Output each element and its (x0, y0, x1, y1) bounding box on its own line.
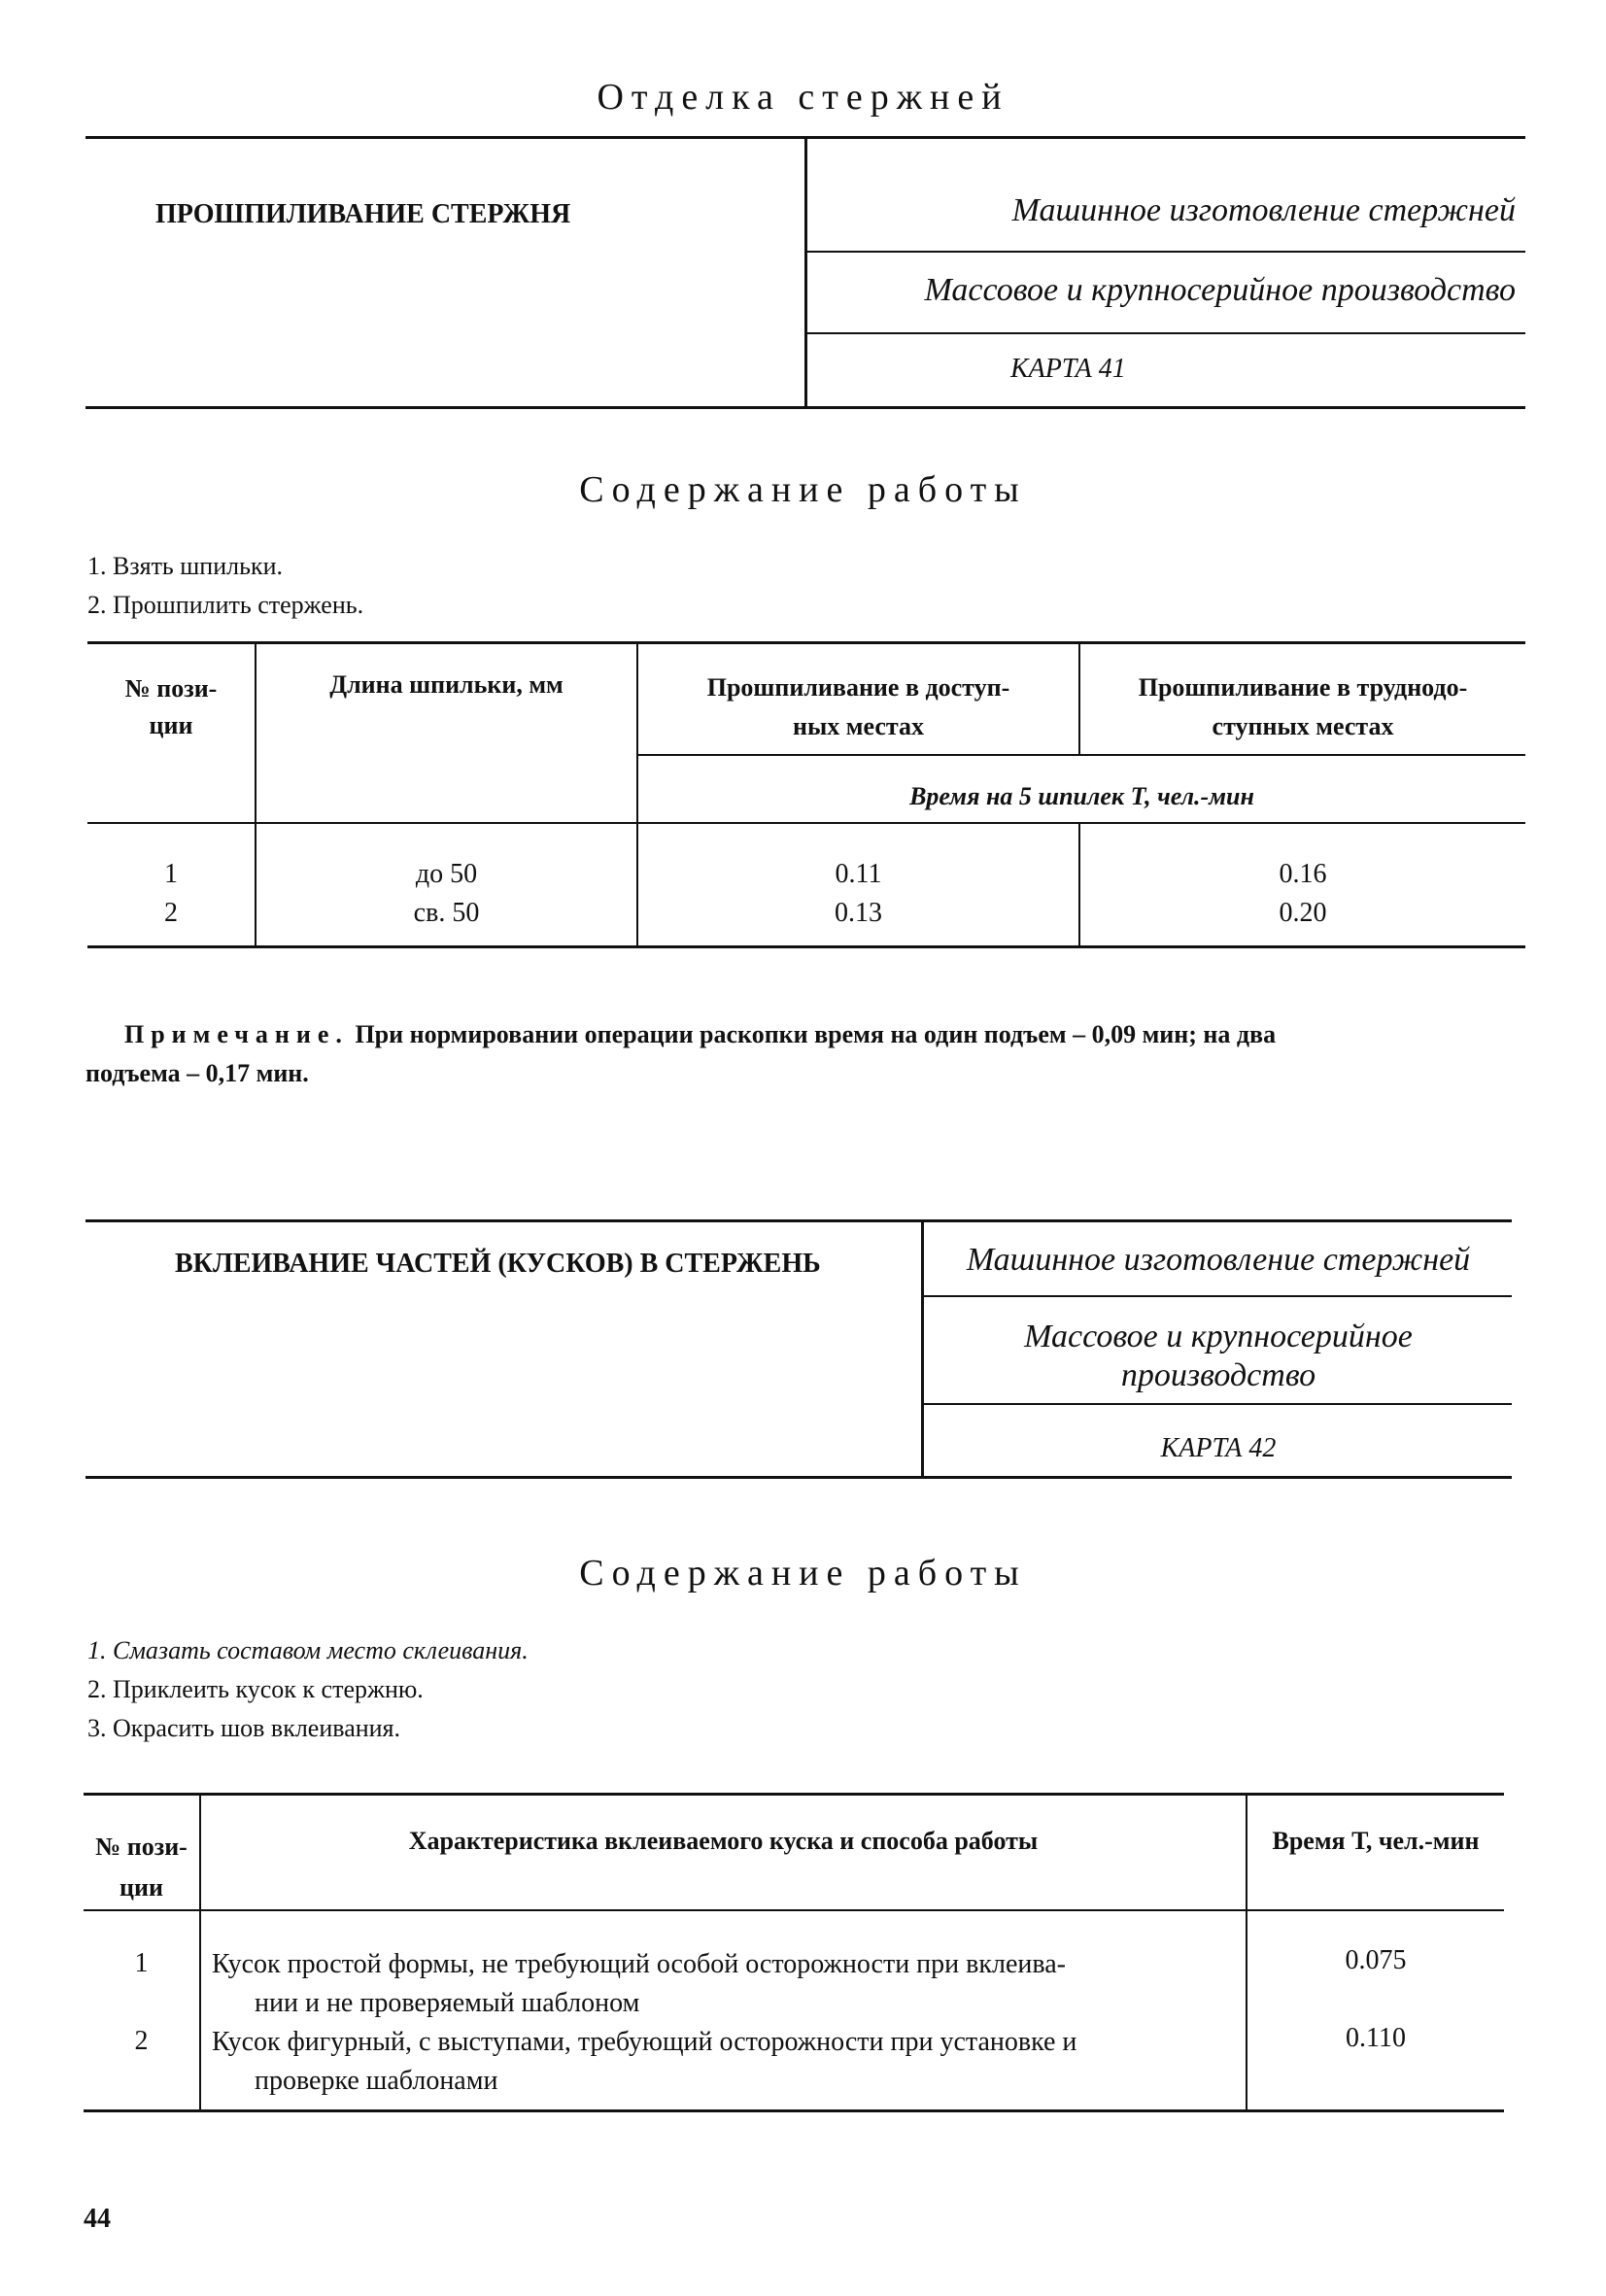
table1-header-accessible-1: Прошпиливание в доступ- (706, 673, 1010, 702)
card42-production-2: производство (1120, 1357, 1316, 1393)
table1-row2-len: св. 50 (413, 898, 480, 928)
table2-row1-desc-1: Кусок простой формы, не требующий особой осторожности при вклеива- (212, 1949, 1066, 1979)
table2-row1-pos: 1 (134, 1948, 149, 1978)
card42-title: ВКЛЕИВАНИЕ ЧАСТЕЙ (КУСКОВ) В СТЕРЖЕНЬ (175, 1249, 821, 1279)
card41-title: ПРОШПИЛИВАНИЕ СТЕРЖНЯ (155, 199, 571, 229)
table1-row2-acc: 0.13 (835, 898, 882, 928)
card42-type: Машинное изготовление стержней (966, 1242, 1471, 1278)
card41-card-number: КАРТА 41 (1010, 354, 1126, 384)
table1-row1-acc: 0.11 (835, 859, 882, 889)
note (124, 1020, 1523, 1049)
table1-header-pos-1: № пози- (124, 674, 218, 703)
table1-header-length: Длина шпильки, мм (329, 670, 564, 699)
table2-row1-desc (212, 1945, 1066, 2023)
table1-header-hard-1: Прошпиливание в труднодо- (1138, 673, 1468, 702)
table1-bottom-rule (87, 945, 1525, 948)
page-number: 44 (84, 2204, 111, 2234)
table2-row2-desc-2: проверке шаблонами (255, 2066, 498, 2096)
table1-top-rule (87, 641, 1525, 644)
card41-divider (804, 139, 807, 409)
section-title (0, 76, 1606, 119)
table2-row1-desc-2: нии и не проверяемый шаблоном (255, 1988, 640, 2018)
section-title-text: Отделка стержней (597, 77, 1009, 118)
table2-bottom-rule (84, 2109, 1504, 2112)
content2-step-3: 3. Окрасить шов вклеивания. (87, 1714, 401, 1742)
card42-top-rule (85, 1219, 1512, 1222)
card42-bottom-rule (85, 1476, 1512, 1479)
table1-row2-hard: 0.20 (1279, 898, 1327, 928)
table1-header-pos (87, 670, 255, 744)
content2-step-1: 1. Смазать составом место склеивания. (87, 1636, 529, 1664)
table2-row1-time: 0.075 (1345, 1945, 1407, 1975)
card42-production-1: Массовое и крупносерийное (1024, 1319, 1413, 1354)
table2-row2-time: 0.110 (1346, 2023, 1406, 2053)
card41-bottom-rule (85, 406, 1525, 409)
content2-step-2: 2. Приклеить кусок к стержню. (87, 1675, 424, 1703)
table1-rule-head (87, 822, 1525, 824)
note-text-2: подъема – 0,17 мин. (85, 1059, 309, 1087)
note-label: Примечание. (124, 1020, 349, 1048)
table1-header-hard (1080, 668, 1525, 746)
table2-top-rule (84, 1793, 1504, 1796)
table2-row2-desc (212, 2023, 1076, 2101)
card42-card-number: КАРТА 42 (1160, 1433, 1277, 1463)
card42-production (925, 1318, 1512, 1395)
table1-header-pos-2: ции (149, 711, 193, 739)
table2-header-pos (84, 1827, 199, 1908)
card41-rule-2 (807, 332, 1525, 334)
table2-header-characteristic: Характеристика вклеиваемого куска и способа работы (408, 1827, 1039, 1855)
content1-heading: Содержание работы (579, 469, 1027, 510)
table2-header-time: Время Т, чел.-мин (1272, 1827, 1480, 1855)
table2-row2-pos: 2 (134, 2026, 149, 2056)
table1-row1-pos: 1 (164, 859, 178, 889)
card42-rule-1 (924, 1295, 1512, 1297)
card41-type: Машинное изготовление стержней (1011, 192, 1516, 228)
table2-header-pos-1: № пози- (95, 1833, 188, 1861)
card41-rule-1 (807, 251, 1525, 253)
content1-step-2: 2. Прошпилить стержень. (87, 591, 364, 619)
card42-rule-2 (924, 1403, 1512, 1405)
table1-header-accessible (638, 668, 1078, 746)
card42-divider (921, 1222, 924, 1479)
card41-production: Массовое и крупносерийное производство (924, 272, 1516, 308)
note-text: При нормировании операции раскопки время на один подъем – 0,09 мин; на два (355, 1020, 1277, 1048)
table2-row2-desc-1: Кусок фигурный, с выступами, требующий осторожности при установке и (212, 2027, 1077, 2057)
table2-header-pos-2: ции (120, 1873, 163, 1902)
table1-header-hard-2: ступных местах (1212, 712, 1394, 740)
table1-row1-len: до 50 (415, 859, 478, 889)
table1-row1-hard: 0.16 (1279, 859, 1327, 889)
table1-header-accessible-2: ных местах (793, 712, 924, 740)
table2-rule-head (84, 1909, 1504, 1911)
table1-row2-pos: 2 (164, 898, 178, 928)
table1-rule-sub (638, 754, 1525, 756)
content1-step-1: 1. Взять шпильки. (87, 552, 284, 580)
table1-header-time: Время на 5 шпилек Т, чел.-мин (909, 782, 1254, 810)
content2-heading: Содержание работы (579, 1553, 1027, 1593)
